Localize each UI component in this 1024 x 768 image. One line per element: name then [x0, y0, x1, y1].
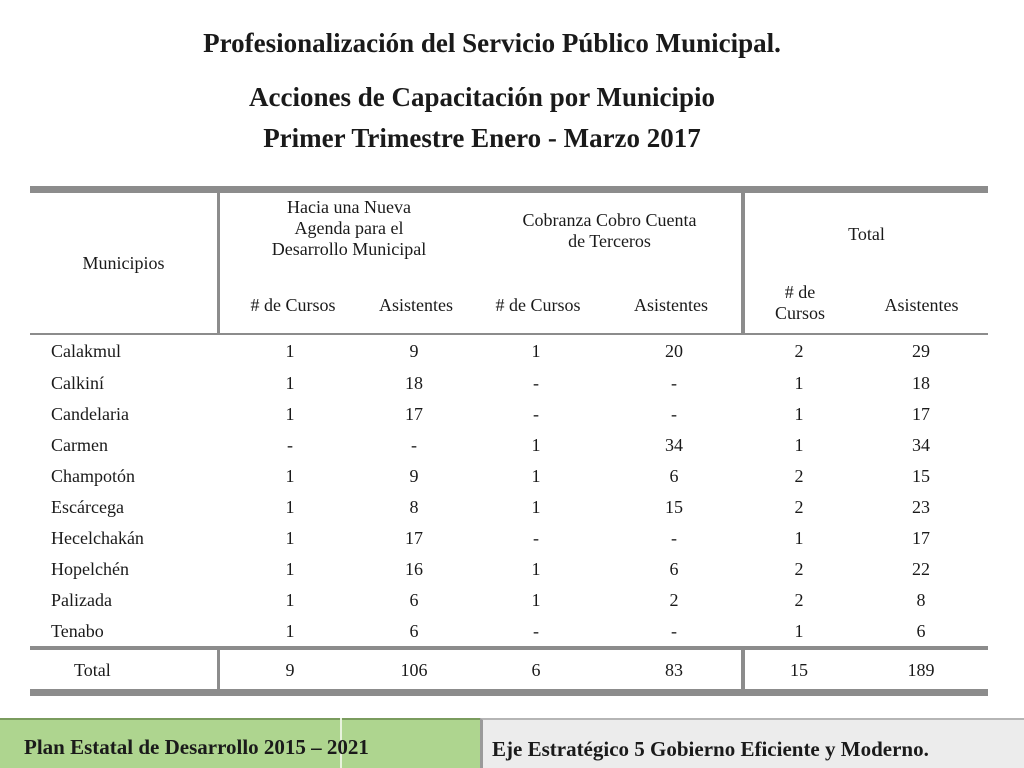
table-top-rule: [30, 186, 988, 193]
cell-asistentes-cobranza: 6: [669, 466, 679, 486]
cell-cursos-cobranza: -: [533, 528, 539, 548]
cell-asistentes-total: 8: [916, 590, 926, 610]
cell-municipio: Candelaria: [51, 404, 129, 424]
page-subtitle: Acciones de Capacitación por Municipio: [248, 82, 715, 112]
cell-cursos-agenda: 1: [285, 590, 295, 610]
header-municipios: Municipios: [82, 253, 165, 273]
cell-cursos-agenda: 1: [285, 528, 295, 548]
cell-cursos-total: 1: [794, 528, 804, 548]
cell-cursos-cobranza: 1: [531, 590, 541, 610]
cell-municipio: Hecelchakán: [51, 528, 144, 548]
cell-asistentes-agenda: -: [411, 435, 417, 455]
cell-asistentes-agenda: 9: [409, 466, 419, 486]
cell-asistentes-total: 22: [912, 559, 930, 579]
cell-asistentes-total: 34: [912, 435, 930, 455]
cell-asistentes-total: 18: [912, 373, 930, 393]
cell-municipio: Escárcega: [51, 497, 124, 517]
cell-cursos-agenda: 1: [285, 373, 295, 393]
cell-asistentes-cobranza: -: [671, 528, 677, 548]
cell-cursos-cobranza: 1: [531, 435, 541, 455]
total-asistentes-cobranza: 83: [665, 660, 683, 680]
total-cursos-cobranza: 6: [531, 660, 541, 680]
period-subtitle: Primer Trimestre Enero - Marzo 2017: [263, 123, 701, 153]
header-group-cobranza: Cobranza Cobro Cuenta de Terceros: [522, 210, 697, 251]
cell-asistentes-total: 29: [912, 341, 930, 361]
col-divider: [741, 650, 745, 689]
total-asistentes-agenda: 106: [400, 660, 428, 680]
cell-cursos-total: 2: [794, 590, 804, 610]
subheader-asistentes-total: Asistentes: [884, 295, 959, 315]
cell-cursos-agenda: -: [287, 435, 293, 455]
cell-asistentes-total: 23: [912, 497, 930, 517]
total-label: Total: [74, 660, 111, 680]
header-bottom-rule: [30, 333, 988, 335]
cell-asistentes-cobranza: 34: [665, 435, 683, 455]
cell-asistentes-agenda: 9: [409, 341, 419, 361]
cell-cursos-agenda: 1: [285, 466, 295, 486]
cell-asistentes-cobranza: 6: [669, 559, 679, 579]
cell-cursos-total: 1: [794, 435, 804, 455]
cell-cursos-agenda: 1: [285, 559, 295, 579]
total-asistentes-total: 189: [907, 660, 935, 680]
total-cursos-total: 15: [790, 660, 808, 680]
header-group-total: Total: [848, 224, 885, 244]
footer-plan-text: Plan Estatal de Desarrollo 2015 – 2021: [24, 735, 369, 759]
cell-asistentes-agenda: 6: [409, 590, 419, 610]
cell-asistentes-total: 17: [912, 404, 930, 424]
cell-asistentes-cobranza: 15: [665, 497, 683, 517]
subheader-cursos: # de Cursos: [495, 295, 581, 315]
cell-cursos-agenda: 1: [285, 404, 295, 424]
cell-cursos-total: 2: [794, 341, 804, 361]
cell-municipio: Calakmul: [51, 341, 121, 361]
cell-asistentes-agenda: 6: [409, 621, 419, 641]
cell-municipio: Calkiní: [51, 373, 104, 393]
cell-cursos-cobranza: -: [533, 621, 539, 641]
cell-asistentes-cobranza: -: [671, 404, 677, 424]
cell-cursos-agenda: 1: [285, 341, 295, 361]
cell-cursos-total: 2: [794, 466, 804, 486]
header-group-agenda: Hacia una Nueva Agenda para el Desarrollo Municipal: [271, 197, 427, 259]
cell-municipio: Hopelchén: [51, 559, 129, 579]
page-title: Profesionalización del Servicio Público Municipal.: [203, 28, 781, 58]
subheader-asistentes: Asistentes: [634, 295, 708, 315]
cell-asistentes-total: 15: [912, 466, 930, 486]
col-divider: [741, 193, 745, 335]
cell-asistentes-agenda: 17: [405, 404, 423, 424]
cell-asistentes-cobranza: -: [671, 373, 677, 393]
cell-municipio: Carmen: [51, 435, 108, 455]
cell-asistentes-agenda: 8: [409, 497, 419, 517]
cell-asistentes-agenda: 17: [405, 528, 423, 548]
cell-cursos-cobranza: 1: [531, 497, 541, 517]
cell-cursos-cobranza: 1: [531, 559, 541, 579]
cell-cursos-cobranza: -: [533, 404, 539, 424]
cell-cursos-total: 2: [794, 559, 804, 579]
table-bottom-rule: [30, 689, 988, 696]
cell-cursos-cobranza: 1: [531, 341, 541, 361]
col-divider: [217, 650, 220, 689]
cell-cursos-total: 1: [794, 404, 804, 424]
cell-cursos-total: 1: [794, 373, 804, 393]
cell-municipio: Tenabo: [51, 621, 104, 641]
cell-asistentes-cobranza: 20: [665, 341, 683, 361]
cell-cursos-total: 1: [794, 621, 804, 641]
subheader-cursos: # de Cursos: [250, 295, 336, 315]
subheader-asistentes: Asistentes: [379, 295, 453, 315]
cell-asistentes-total: 6: [916, 621, 926, 641]
cell-cursos-total: 2: [794, 497, 804, 517]
cell-municipio: Champotón: [51, 466, 135, 486]
cell-municipio: Palizada: [51, 590, 112, 610]
cell-asistentes-agenda: 18: [405, 373, 423, 393]
cell-asistentes-cobranza: 2: [669, 590, 679, 610]
cell-cursos-cobranza: -: [533, 373, 539, 393]
cell-cursos-cobranza: 1: [531, 466, 541, 486]
cell-asistentes-agenda: 16: [405, 559, 423, 579]
cell-cursos-agenda: 1: [285, 497, 295, 517]
cell-asistentes-total: 17: [912, 528, 930, 548]
cell-asistentes-cobranza: -: [671, 621, 677, 641]
total-top-rule: [30, 646, 988, 650]
cell-cursos-agenda: 1: [285, 621, 295, 641]
subheader-cursos-total: # de Cursos: [774, 282, 825, 323]
total-cursos-agenda: 9: [285, 660, 295, 680]
footer-eje-text: Eje Estratégico 5 Gobierno Eficiente y Moderno.: [492, 737, 929, 761]
